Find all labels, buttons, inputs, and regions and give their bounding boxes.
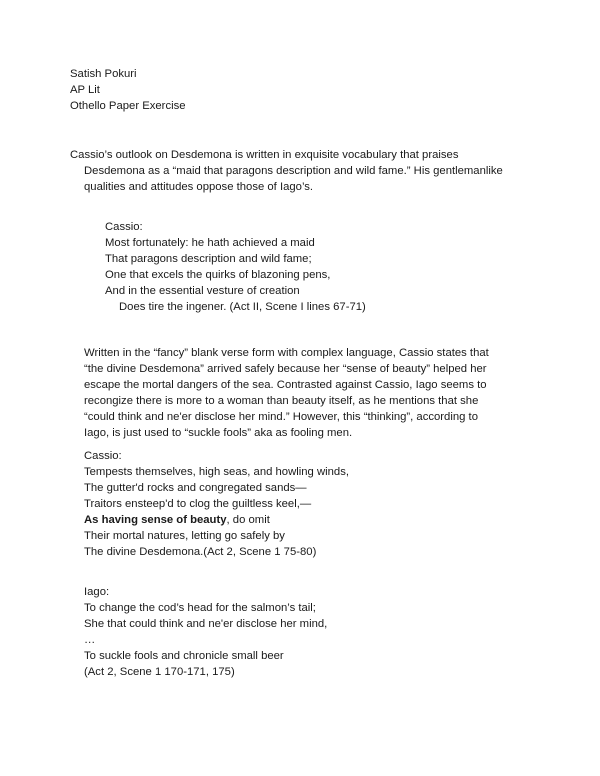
quote-line: The gutter'd rocks and congregated sands— xyxy=(84,482,307,494)
course-name: AP Lit xyxy=(70,84,100,96)
analysis-line: recongize there is more to a woman than beauty itself, as he mentions that she xyxy=(84,395,479,407)
quote-line: Tempests themselves, high seas, and howling winds, xyxy=(84,466,349,478)
quote-citation: The divine Desdemona.(Act 2, Scene 1 75-80) xyxy=(84,546,317,558)
quote-iago xyxy=(84,584,327,680)
ellipsis: … xyxy=(84,634,96,646)
quote-speaker: Cassio: xyxy=(84,450,122,462)
analysis-line: “could think and ne'er disclose her mind.” However, this “thinking”, according to xyxy=(84,411,478,423)
quote-line: To suckle fools and chronicle small beer xyxy=(84,650,284,662)
quote-line: One that excels the quirks of blazoning pens, xyxy=(105,269,331,281)
quote-line-rest: , do omit xyxy=(226,514,270,526)
analysis-line: Iago, is just used to “suckle fools” aka as fooling men. xyxy=(84,427,353,439)
intro-line: qualities and attitudes oppose those of Iago’s. xyxy=(84,181,314,193)
analysis-paragraph xyxy=(84,345,489,441)
intro-line: Desdemona as a “maid that paragons description and wild fame.” His gentlemanlike xyxy=(84,165,503,177)
quote-line: To change the cod’s head for the salmon’s tail; xyxy=(84,602,316,614)
quote-line: She that could think and ne'er disclose her mind, xyxy=(84,618,328,630)
quote-line: And in the essential vesture of creation xyxy=(105,285,300,297)
quote-speaker: Iago: xyxy=(84,586,110,598)
quote-line: That paragons description and wild fame; xyxy=(105,253,312,265)
author-name: Satish Pokuri xyxy=(70,68,137,80)
analysis-line: “the divine Desdemona” arrived safely because her “sense of beauty” helped her xyxy=(84,363,487,375)
quote-cassio-1 xyxy=(105,219,366,315)
intro-line: Cassio’s outlook on Desdemona is written in exquisite vocabulary that praises xyxy=(70,149,459,161)
assignment-title: Othello Paper Exercise xyxy=(70,100,186,112)
quote-citation: (Act 2, Scene 1 170-171, 175) xyxy=(84,666,235,678)
quote-line: Their mortal natures, letting go safely by xyxy=(84,530,285,542)
analysis-line: Written in the “fancy” blank verse form with complex language, Cassio states that xyxy=(84,347,489,359)
quote-cassio-2 xyxy=(84,448,349,560)
header-block xyxy=(70,66,186,114)
quote-line: Traitors ensteep'd to clog the guiltless keel,— xyxy=(84,498,312,510)
quote-line: Most fortunately: he hath achieved a maid xyxy=(105,237,315,249)
quote-citation: Does tire the ingener. (Act II, Scene I lines 67-71) xyxy=(119,301,366,313)
analysis-line: escape the mortal dangers of the sea. Contrasted against Cassio, Iago seems to xyxy=(84,379,487,391)
bold-phrase: As having sense of beauty xyxy=(84,514,227,526)
quote-line-emphasis xyxy=(84,512,349,528)
quote-speaker: Cassio: xyxy=(105,221,143,233)
